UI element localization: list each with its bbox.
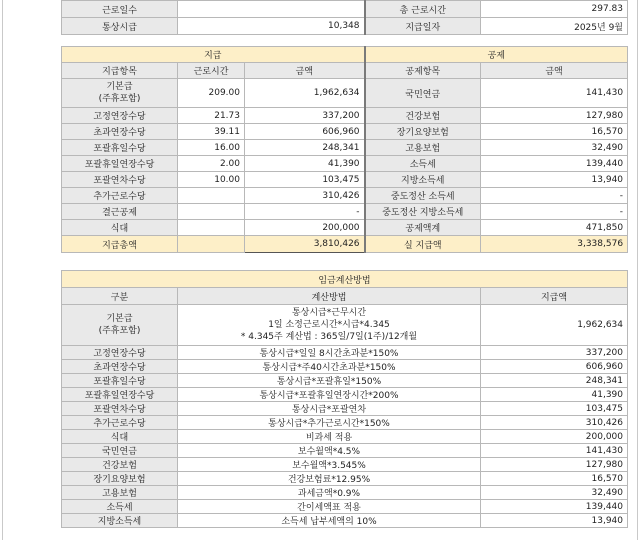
- column-header: 지급액: [481, 288, 628, 305]
- amount-cell: 41,390: [481, 388, 628, 402]
- row-label: 지방소득세: [62, 514, 178, 528]
- table-row: [62, 458, 628, 472]
- row-label: 식대: [62, 430, 178, 444]
- row-label: 결근공제: [62, 204, 178, 220]
- method-line: 통상시급*근무시간: [291, 308, 367, 318]
- deduct-amount: 471,850: [481, 220, 628, 236]
- deduct-label: 공제액계: [365, 220, 481, 236]
- table-row: [62, 108, 628, 124]
- info-value: 2025년 9월: [481, 18, 628, 35]
- table-row: [62, 402, 628, 416]
- table-row: [62, 140, 628, 156]
- row-label-line: 기본급: [106, 82, 133, 92]
- amount-cell: -: [245, 204, 365, 220]
- hours-cell: 16.00: [178, 140, 245, 156]
- row-label: [62, 79, 178, 108]
- deduct-label: 중도정산 소득세: [365, 188, 481, 204]
- row-label: 포괄휴일수당: [62, 374, 178, 388]
- column-header-row: [62, 288, 628, 305]
- hours-cell: [178, 220, 245, 236]
- row-label-line: (주휴포함): [98, 326, 141, 336]
- net-pay-label: 실 지급액: [365, 236, 481, 253]
- amount-cell: 337,200: [245, 108, 365, 124]
- section-title-pay: 지급: [62, 47, 365, 63]
- amount-cell: 248,341: [481, 374, 628, 388]
- row-label: 포괄휴일수당: [62, 140, 178, 156]
- row-label: 장기요양보험: [62, 472, 178, 486]
- amount-cell: 606,960: [481, 360, 628, 374]
- column-header: 공제항목: [365, 63, 481, 79]
- method-cell: 통상시급*일일 8시간초과분*150%: [178, 346, 481, 360]
- info-row: [62, 1, 628, 18]
- method-cell: 보수월액*3.545%: [178, 458, 481, 472]
- table-row: [62, 188, 628, 204]
- hours-cell: 2.00: [178, 156, 245, 172]
- deduct-amount: 127,980: [481, 108, 628, 124]
- amount-cell: 127,980: [481, 458, 628, 472]
- row-label: 포괄휴일연장수당: [62, 156, 178, 172]
- amount-cell: 103,475: [481, 402, 628, 416]
- amount-cell: 310,426: [245, 188, 365, 204]
- column-header: 금액: [245, 63, 365, 79]
- net-pay-amount: 3,338,576: [481, 236, 628, 253]
- row-label: [62, 305, 178, 346]
- method-cell: 통상시급*포괄휴일*150%: [178, 374, 481, 388]
- amount-cell: 41,390: [245, 156, 365, 172]
- column-header: 금액: [481, 63, 628, 79]
- row-label: 초과연장수당: [62, 124, 178, 140]
- deduct-label: 건강보험: [365, 108, 481, 124]
- hours-cell: [178, 188, 245, 204]
- row-label-line: 기본급: [106, 314, 133, 324]
- info-label: 지급일자: [365, 18, 481, 35]
- deduct-label: 고용보험: [365, 140, 481, 156]
- method-cell: 소득세 납부세액의 10%: [178, 514, 481, 528]
- info-label: 통상시급: [62, 18, 178, 35]
- deduct-label: 장기요양보험: [365, 124, 481, 140]
- amount-cell: 310,426: [481, 416, 628, 430]
- section-title-deduct: 공제: [365, 47, 628, 63]
- info-label: 총 근로시간: [365, 1, 481, 18]
- row-label: 포괄휴일연장수당: [62, 388, 178, 402]
- section-header-row: [62, 271, 628, 288]
- amount-cell: 200,000: [245, 220, 365, 236]
- section-title-calc: 임금계산방법: [62, 271, 628, 288]
- amount-cell: 248,341: [245, 140, 365, 156]
- amount-cell: 16,570: [481, 472, 628, 486]
- method-cell: 비과세 적용: [178, 430, 481, 444]
- table-row: [62, 220, 628, 236]
- method-cell: 통상시급*포괄휴일연장시간*200%: [178, 388, 481, 402]
- info-row: [62, 18, 628, 35]
- method-line: * 4.345주 계산법 : 365일/7일(1주)/12개월: [240, 332, 418, 342]
- method-cell: 간이세액표 적용: [178, 500, 481, 514]
- deduct-amount: 32,490: [481, 140, 628, 156]
- row-label: 소득세: [62, 500, 178, 514]
- hours-cell: 209.00: [178, 79, 245, 108]
- total-row: [62, 236, 628, 253]
- table-row: [62, 514, 628, 528]
- amount-cell: 1,962,634: [481, 305, 628, 346]
- row-label: 추가근로수당: [62, 188, 178, 204]
- amount-cell: 139,440: [481, 500, 628, 514]
- table-row: [62, 430, 628, 444]
- table-row: [62, 124, 628, 140]
- info-table: [61, 0, 628, 35]
- deduct-amount: 139,440: [481, 156, 628, 172]
- amount-cell: 141,430: [481, 444, 628, 458]
- amount-cell: 337,200: [481, 346, 628, 360]
- page-border-left: [2, 0, 3, 540]
- method-cell: 통상시급*포괄연차: [178, 402, 481, 416]
- method-cell: [178, 305, 481, 346]
- deduct-label: 국민연금: [365, 79, 481, 108]
- method-cell: 과세금액*0.9%: [178, 486, 481, 500]
- table-row: [62, 360, 628, 374]
- table-row: [62, 416, 628, 430]
- method-line: 1일 소정근로시간*시급*4.345: [268, 320, 390, 330]
- method-cell: 통상시급*추가근로시간*150%: [178, 416, 481, 430]
- deduct-label: 지방소득세: [365, 172, 481, 188]
- row-label: 고용보험: [62, 486, 178, 500]
- column-header-row: [62, 63, 628, 79]
- info-value: 10,348: [178, 18, 365, 35]
- column-header: 계산방법: [178, 288, 481, 305]
- row-label: 건강보험: [62, 458, 178, 472]
- amount-cell: 13,940: [481, 514, 628, 528]
- total-spacer: [178, 236, 245, 253]
- row-label: 고정연장수당: [62, 108, 178, 124]
- total-amount: 3,810,426: [245, 236, 365, 253]
- column-header: 구분: [62, 288, 178, 305]
- amount-cell: 32,490: [481, 486, 628, 500]
- method-cell: 건강보험료*12.95%: [178, 472, 481, 486]
- method-cell: 통상시급*주40시간초과분*150%: [178, 360, 481, 374]
- hours-cell: 10.00: [178, 172, 245, 188]
- table-row: [62, 486, 628, 500]
- table-row: [62, 374, 628, 388]
- amount-cell: 200,000: [481, 430, 628, 444]
- table-row: [62, 156, 628, 172]
- row-label: 국민연금: [62, 444, 178, 458]
- table-row: [62, 388, 628, 402]
- info-value: 297.83: [481, 1, 628, 18]
- deduct-amount: 141,430: [481, 79, 628, 108]
- hours-cell: [178, 204, 245, 220]
- table-row: [62, 500, 628, 514]
- table-row: [62, 472, 628, 486]
- method-cell: 보수월액*4.5%: [178, 444, 481, 458]
- amount-cell: 1,962,634: [245, 79, 365, 108]
- table-row: [62, 204, 628, 220]
- table-row: [62, 79, 628, 108]
- table-row: [62, 346, 628, 360]
- deduct-amount: 16,570: [481, 124, 628, 140]
- row-label: 초과연장수당: [62, 360, 178, 374]
- row-label-line: (주휴포함): [98, 94, 141, 104]
- amount-cell: 606,960: [245, 124, 365, 140]
- table-row: [62, 444, 628, 458]
- amount-cell: 103,475: [245, 172, 365, 188]
- deduct-amount: -: [481, 204, 628, 220]
- deduct-amount: -: [481, 188, 628, 204]
- row-label: 포괄연차수당: [62, 172, 178, 188]
- info-label: 근로일수: [62, 1, 178, 18]
- deduct-label: 중도정산 지방소득세: [365, 204, 481, 220]
- table-row: [62, 172, 628, 188]
- hours-cell: 39.11: [178, 124, 245, 140]
- section-header-row: [62, 47, 628, 63]
- hours-cell: 21.73: [178, 108, 245, 124]
- column-header: 지급항목: [62, 63, 178, 79]
- deduct-amount: 13,940: [481, 172, 628, 188]
- calc-method-table: [61, 270, 628, 528]
- row-label: 식대: [62, 220, 178, 236]
- table-row: [62, 305, 628, 346]
- page-border-right: [637, 0, 638, 540]
- row-label: 추가근로수당: [62, 416, 178, 430]
- row-label: 포괄연차수당: [62, 402, 178, 416]
- info-value: [178, 1, 365, 18]
- row-label: 고정연장수당: [62, 346, 178, 360]
- pay-table: [61, 46, 628, 253]
- column-header: 근로시간: [178, 63, 245, 79]
- deduct-label: 소득세: [365, 156, 481, 172]
- total-label: 지급총액: [62, 236, 178, 253]
